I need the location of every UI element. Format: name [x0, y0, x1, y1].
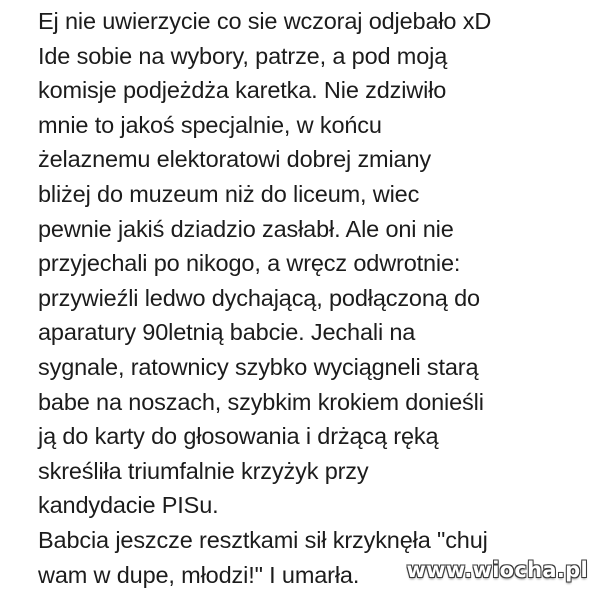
post-line: bliżej do muzeum niż do liceum, wiec: [38, 177, 590, 212]
post-line: Babcia jeszcze resztkami sił krzyknęła "chuj: [38, 523, 590, 558]
post-line: żelaznemu elektoratowi dobrej zmiany: [38, 142, 590, 177]
site-watermark: www.wiocha.pl: [404, 558, 590, 582]
post-line: Ej nie uwierzycie co sie wczoraj odjebało xD: [38, 4, 590, 39]
post-line: przyjechali po nikogo, a wręcz odwrotnie:: [38, 246, 590, 281]
post-line: pewnie jakiś dziadzio zasłabł. Ale oni nie: [38, 212, 590, 247]
post-line: sygnale, ratownicy szybko wyciągneli starą: [38, 350, 590, 385]
post-line: mnie to jakoś specjalnie, w końcu: [38, 108, 590, 143]
post-line: babe na noszach, szybkim krokiem donieśli: [38, 385, 590, 420]
post-line: ją do karty do głosowania i drżącą ręką: [38, 419, 590, 454]
post-line: wam w dupe, młodzi!" I umarła.: [38, 558, 590, 592]
post-line: kandydacie PISu.: [38, 488, 590, 523]
post-line: przywieźli ledwo dychającą, podłączoną do: [38, 281, 590, 316]
post-line: aparatury 90letnią babcie. Jechali na: [38, 315, 590, 350]
post-line: skreśliła triumfalnie krzyżyk przy: [38, 454, 590, 489]
post-line: Ide sobie na wybory, patrze, a pod moją: [38, 39, 590, 74]
post-text: [38, 4, 590, 592]
post-line: komisje podjeżdża karetka. Nie zdziwiło: [38, 73, 590, 108]
